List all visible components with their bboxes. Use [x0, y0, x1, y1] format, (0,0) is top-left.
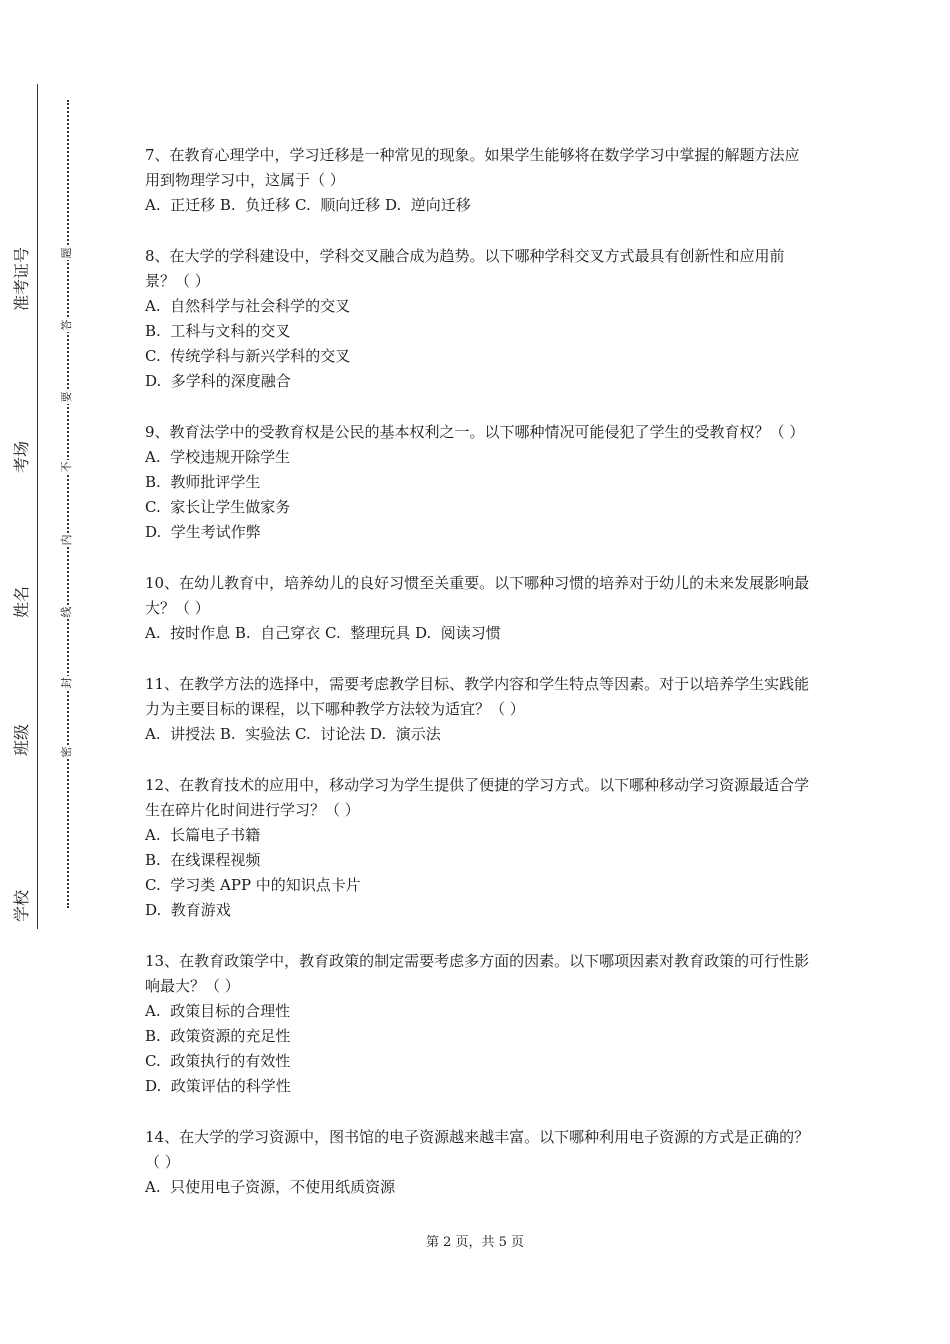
exam-number-label: 准考证号 — [12, 246, 31, 311]
binding-solid-line — [37, 84, 38, 929]
seal-char: 内 — [60, 534, 73, 546]
question-stem: 14、在大学的学习资源中，图书馆的电子资源越来越丰富。以下哪种利用电子资源的方式是正确的？（ ） — [145, 1128, 810, 1171]
option-a: A. 只使用电子资源，不使用纸质资源 — [145, 1178, 396, 1196]
question-stem: 11、在教学方法的选择中，需要考虑教学目标、教学内容和学生特点等因素。对于以培养学生实践能力为主要目标的课程，以下哪种教学方法较为适宜？（ ） — [145, 675, 810, 718]
question-10 — [145, 571, 810, 646]
question-options: A. 正迁移 B. 负迁移 C. 顺向迁移 D. 逆向迁移 — [145, 196, 471, 214]
option-d: D. 政策评估的科学性 — [145, 1077, 291, 1095]
option-b: B. 政策资源的充足性 — [145, 1027, 291, 1045]
class-label: 班级 — [12, 723, 31, 756]
seal-char: 要 — [60, 391, 73, 403]
name-label: 姓名 — [12, 585, 31, 618]
seal-char: 答 — [60, 319, 73, 331]
question-14 — [145, 1125, 810, 1200]
question-13 — [145, 949, 810, 1099]
question-options: A. 讲授法 B. 实验法 C. 讨论法 D. 演示法 — [145, 725, 441, 743]
seal-char: 题 — [60, 247, 73, 259]
question-stem: 13、在教育政策学中，教育政策的制定需要考虑多方面的因素。以下哪项因素对教育政策的可行性影响最大？（ ） — [145, 952, 810, 995]
seal-char: 封 — [60, 677, 73, 689]
question-options: A. 按时作息 B. 自己穿衣 C. 整理玩具 D. 阅读习惯 — [145, 624, 501, 642]
question-stem: 10、在幼儿教育中，培养幼儿的良好习惯至关重要。以下哪种习惯的培养对于幼儿的未来发展影响最大？（ ） — [145, 574, 810, 617]
question-12 — [145, 773, 810, 923]
question-9 — [145, 420, 810, 545]
question-11 — [145, 672, 810, 747]
question-stem: 7、在教育心理学中，学习迁移是一种常见的现象。如果学生能够将在数学学习中掌握的解题方法应用到物理学习中，这属于（ ） — [145, 146, 800, 189]
option-b: B. 工科与文科的交叉 — [145, 322, 291, 340]
option-d: D. 教育游戏 — [145, 901, 231, 919]
option-c: C. 传统学科与新兴学科的交叉 — [145, 347, 351, 365]
exam-room-label: 考场 — [12, 440, 31, 473]
question-stem: 8、在大学的学科建设中，学科交叉融合成为趋势。以下哪种学科交叉方式最具有创新性和应用前景？（ ） — [145, 247, 785, 290]
option-c: C. 学习类 APP 中的知识点卡片 — [145, 876, 361, 894]
option-a: A. 学校违规开除学生 — [145, 448, 291, 466]
option-d: D. 多学科的深度融合 — [145, 372, 291, 390]
school-label: 学校 — [12, 889, 31, 922]
binding-margin — [0, 0, 90, 1344]
seal-char: 密 — [60, 746, 73, 758]
seal-char: 不 — [60, 461, 73, 473]
question-stem: 9、教育法学中的受教育权是公民的基本权利之一。以下哪种情况可能侵犯了学生的受教育权？（ ） — [145, 423, 805, 441]
question-7 — [145, 143, 810, 218]
option-c: C. 政策执行的有效性 — [145, 1052, 291, 1070]
option-d: D. 学生考试作弊 — [145, 523, 261, 541]
question-stem: 12、在教育技术的应用中，移动学习为学生提供了便捷的学习方式。以下哪种移动学习资源最适合学生在碎片化时间进行学习？（ ） — [145, 776, 810, 819]
option-b: B. 在线课程视频 — [145, 851, 261, 869]
option-a: A. 长篇电子书籍 — [145, 826, 261, 844]
option-c: C. 家长让学生做家务 — [145, 498, 291, 516]
question-list — [145, 143, 810, 1226]
question-8 — [145, 244, 810, 394]
page-number: 第 2 页，共 5 页 — [425, 1235, 525, 1250]
option-a: A. 自然科学与社会科学的交叉 — [145, 297, 351, 315]
seal-char: 线 — [60, 606, 73, 618]
option-a: A. 政策目标的合理性 — [145, 1002, 291, 1020]
binding-dotted-line — [67, 100, 69, 908]
option-b: B. 教师批评学生 — [145, 473, 261, 491]
